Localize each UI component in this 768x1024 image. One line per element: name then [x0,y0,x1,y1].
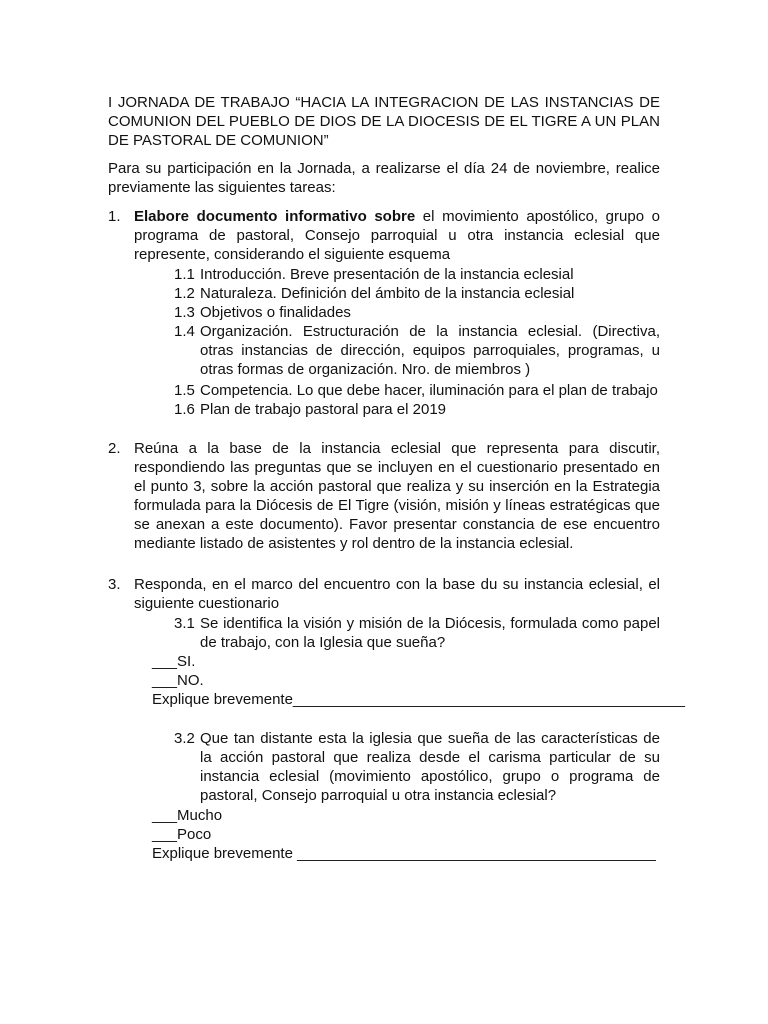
list-item-1-rest: el movimiento apostólico, grupo o programa de pastoral, Consejo parroquial u otra instancia eclesial que represente, considerando el siguiente esquema [134,208,660,263]
subitem-text: Organización. Estructuración de la instancia eclesial. (Directiva, otras instancias de dirección, equipos parroquiales, programas, u otras formas de organización. Nro. de miembros ) [200,323,660,378]
subitem-number: 1.4 [174,323,195,340]
subitem-text: Introducción. Breve presentación de la instancia eclesial [200,266,574,283]
subitem-number: 1.2 [174,285,195,302]
list-item-1-text [134,207,660,264]
subitem-number: 1.5 [174,382,195,399]
subitem-number: 1.6 [174,401,195,418]
answer-option-mucho: ___Mucho [152,807,223,824]
question-3-2-text: Que tan distante esta la iglesia que sueña de las características de la acción pastoral que realiza desde el carisma particular de su instancia eclesial (movimiento apostólico, grupo o programa de pastoral, Consejo parroquial u otra instancia eclesial? [200,730,660,804]
subitem-text: Plan de trabajo pastoral para el 2019 [200,401,447,418]
explain-line-2: Explique brevemente ___________________________________________ [152,845,656,862]
question-3-1-number: 3.1 [174,615,195,632]
list-item-2-number: 2. [108,440,121,457]
answer-option-no: ___NO. [152,672,204,689]
subitem-text: Objetivos o finalidades [200,304,351,321]
explain-line-1: Explique brevemente_______________________________________________ [152,691,686,708]
list-item-1-bold: Elabore documento informativo sobre [134,208,416,225]
subitem-text: Competencia. Lo que debe hacer, iluminación para el plan de trabajo [200,382,658,399]
document-title: I JORNADA DE TRABAJO “HACIA LA INTEGRACION DE LAS INSTANCIAS DE COMUNION DEL PUEBLO DE DIOS DE LA DIOCESIS DE EL TIGRE A UN PLAN DE PASTORAL DE COMUNION” [108,94,660,149]
subitem-number: 1.1 [174,266,195,283]
answer-option-poco: ___Poco [152,826,212,843]
subitem-text: Naturaleza. Definición del ámbito de la instancia eclesial [200,285,575,302]
subitem-number: 1.3 [174,304,195,321]
intro-paragraph: Para su participación en la Jornada, a realizarse el día 24 de noviembre, realice previamente las siguientes tareas: [108,160,660,196]
list-item-1-number: 1. [108,208,121,225]
answer-option-si: ___SI. [152,653,196,670]
list-item-3-text: Responda, en el marco del encuentro con la base du su instancia eclesial, el siguiente cuestionario [134,576,660,612]
question-3-2-number: 3.2 [174,730,195,747]
question-3-1-text: Se identifica la visión y misión de la Diócesis, formulada como papel de trabajo, con la Iglesia que sueña? [200,615,660,651]
list-item-3-number: 3. [108,576,121,593]
list-item-2-text: Reúna a la base de la instancia eclesial que representa para discutir, respondiendo las preguntas que se incluyen en el cuestionario presentado en el punto 3, sobre la acción pastoral que realiza y su inserción en la Estrategia formulada para la Diócesis de El Tigre (visión, misión y líneas estratégicas que se anexan a este documento). Favor presentar constancia de ese encuentro mediante listado de asistentes y rol dentro de la instancia eclesial. [134,440,660,552]
